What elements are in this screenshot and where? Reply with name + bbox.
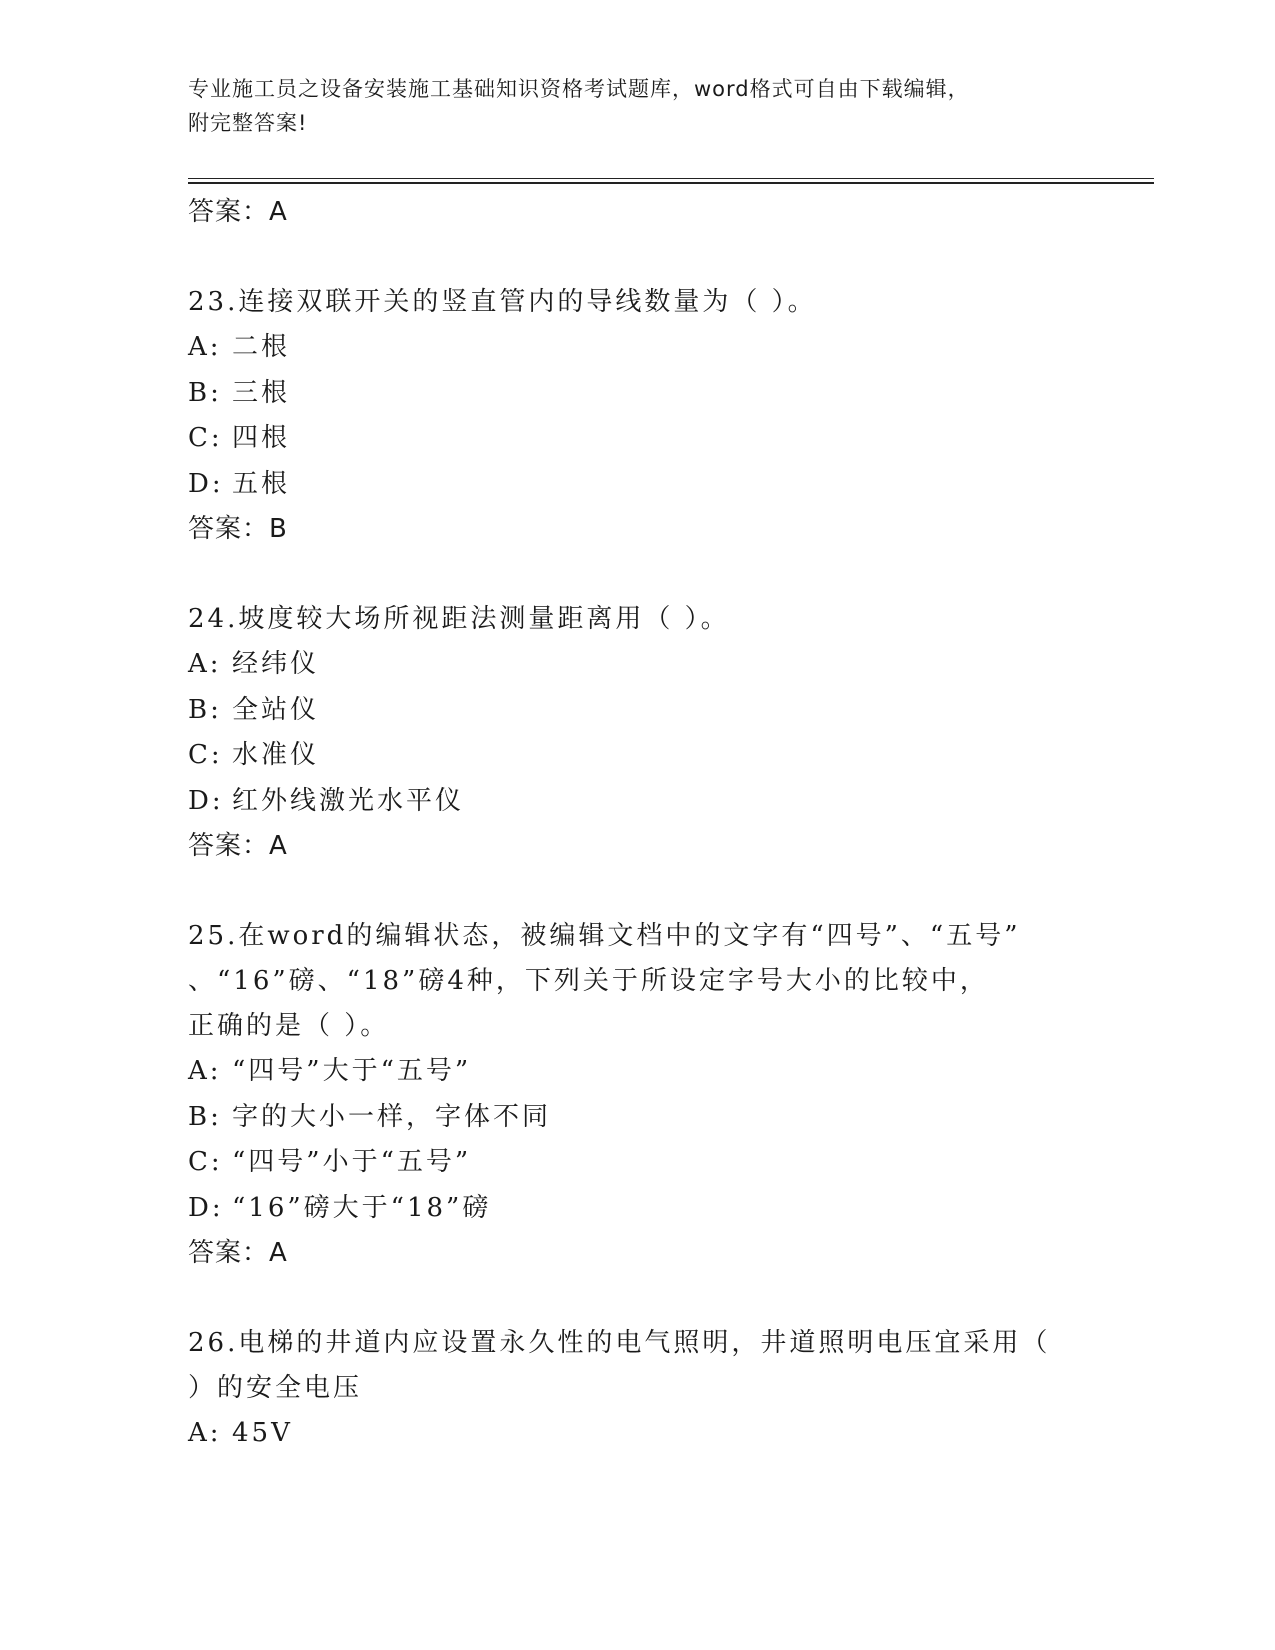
question-spacer (188, 1275, 1108, 1321)
option-letter: C: (188, 1147, 223, 1177)
header-divider-thick (188, 182, 1154, 184)
option-row (188, 1411, 1108, 1457)
option-text: 字的大小一样，字体不同 (232, 1101, 552, 1132)
option-text: “16”磅大于“18”磅 (232, 1192, 492, 1223)
question-spacer (188, 234, 1108, 280)
option-letter: C: (188, 740, 223, 770)
option-row (188, 325, 1108, 371)
question-text (188, 1321, 1108, 1411)
option-letter: D: (188, 785, 224, 816)
option-row (188, 733, 1108, 779)
option-letter: A: (188, 1418, 222, 1448)
option-row (188, 1140, 1108, 1186)
question-line: 23.连接双联开关的竖直管内的导线数量为（ ）。 (188, 287, 817, 317)
header-line-2: 附完整答案! (188, 111, 308, 135)
question-spacer (188, 868, 1108, 914)
option-text: “四号”小于“五号” (232, 1147, 472, 1177)
option-text: 三根 (232, 377, 291, 408)
option-letter: A: (188, 1056, 222, 1086)
option-text: 45V (232, 1418, 293, 1448)
option-letter: B: (188, 694, 222, 725)
option-letter: A: (188, 649, 222, 679)
option-row (188, 1049, 1108, 1095)
option-text: “四号”大于“五号” (232, 1056, 472, 1086)
option-text: 水准仪 (232, 740, 320, 770)
option-text: 五根 (232, 468, 291, 499)
question-text (188, 914, 1108, 1049)
question-text (188, 280, 1108, 325)
option-row (188, 1095, 1108, 1141)
question-line: 26.电梯的井道内应设置永久性的电气照明，井道照明电压宜采用（ (188, 1328, 1051, 1358)
option-letter: D: (188, 468, 224, 499)
answer-line: 答案：A (188, 1238, 288, 1268)
header-line-1: 专业施工员之设备安装施工基础知识资格考试题库，word格式可自由下载编辑， (188, 77, 970, 101)
question-block (188, 1321, 1108, 1457)
question-block (188, 597, 1108, 868)
question-text (188, 597, 1108, 642)
option-text: 全站仪 (232, 694, 320, 725)
answer-line: 答案：B (188, 514, 288, 544)
header-divider-thin (188, 178, 1154, 179)
question-list (188, 190, 1108, 1457)
option-row (188, 779, 1108, 825)
option-letter: B: (188, 377, 222, 408)
option-row (188, 462, 1108, 508)
option-text: 红外线激光水平仪 (232, 785, 465, 816)
option-row (188, 642, 1108, 688)
option-letter: D: (188, 1192, 224, 1223)
option-row (188, 416, 1108, 462)
option-text: 四根 (232, 423, 291, 453)
question-line: 正确的是（ ）。 (188, 1011, 390, 1041)
option-letter: C: (188, 423, 223, 453)
question-line: ）的安全电压 (188, 1373, 363, 1403)
option-row (188, 371, 1108, 417)
option-row (188, 1186, 1108, 1232)
option-text: 二根 (232, 332, 291, 362)
answer-line: 答案：A (188, 831, 288, 861)
option-row (188, 688, 1108, 734)
question-block (188, 280, 1108, 551)
question-spacer (188, 551, 1108, 597)
page-header (188, 72, 1088, 140)
option-text: 经纬仪 (232, 649, 320, 679)
answer-line: 答案：A (188, 197, 288, 227)
question-line: 25.在word的编辑状态，被编辑文档中的文字有“四号”、“五号” (188, 921, 1021, 951)
question-line: 24.坡度较大场所视距法测量距离用（ ）。 (188, 604, 730, 634)
question-line: 、“16”磅、“18”磅4种，下列关于所设定字号大小的比较中， (188, 966, 989, 996)
question-block (188, 914, 1108, 1275)
option-letter: A: (188, 332, 222, 362)
option-letter: B: (188, 1101, 222, 1132)
